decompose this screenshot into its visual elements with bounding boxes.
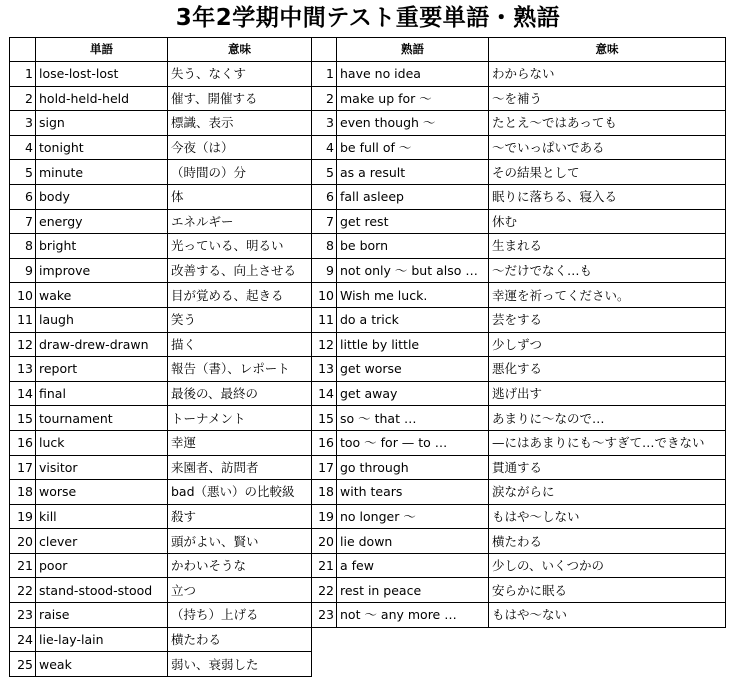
- phrase-meaning-header: 意味: [489, 38, 726, 62]
- vocabulary-row: [10, 111, 312, 136]
- japanese-meaning: 今夜（は）: [168, 135, 312, 160]
- phrase-header: 熟語: [337, 38, 489, 62]
- japanese-meaning: 目が覚める、起きる: [168, 283, 312, 308]
- english-phrase: Wish me luck.: [337, 283, 489, 308]
- english-word: luck: [36, 430, 168, 455]
- row-number: 17: [312, 455, 337, 480]
- row-number: 5: [312, 160, 337, 185]
- english-word: stand-stood-stood: [36, 578, 168, 603]
- vocabulary-row: [10, 86, 312, 111]
- vocabulary-row: [10, 430, 312, 455]
- vocabulary-row: [10, 62, 312, 87]
- japanese-meaning: その結果として: [489, 160, 726, 185]
- row-number: 6: [312, 184, 337, 209]
- phrase-header-row: [312, 38, 726, 62]
- phrase-row: [312, 160, 726, 185]
- row-number: 19: [312, 504, 337, 529]
- phrase-table: [311, 37, 726, 628]
- english-word: body: [36, 184, 168, 209]
- japanese-meaning: もはや～しない: [489, 504, 726, 529]
- japanese-meaning: ～でいっぱいである: [489, 135, 726, 160]
- english-phrase: as a result: [337, 160, 489, 185]
- japanese-meaning: 笑う: [168, 307, 312, 332]
- phrase-row: [312, 307, 726, 332]
- japanese-meaning: 生まれる: [489, 234, 726, 259]
- vocabulary-row: [10, 406, 312, 431]
- japanese-meaning: 体: [168, 184, 312, 209]
- row-number: 23: [312, 603, 337, 628]
- row-number: 3: [312, 111, 337, 136]
- english-word: bright: [36, 234, 168, 259]
- japanese-meaning: 芸をする: [489, 307, 726, 332]
- japanese-meaning: 催す、開催する: [168, 86, 312, 111]
- japanese-meaning: 涙ながらに: [489, 480, 726, 505]
- english-word: poor: [36, 553, 168, 578]
- japanese-meaning: かわいそうな: [168, 553, 312, 578]
- phrase-row: [312, 480, 726, 505]
- english-phrase: get away: [337, 381, 489, 406]
- vocabulary-row: [10, 529, 312, 554]
- row-number: 11: [312, 307, 337, 332]
- phrase-row: [312, 184, 726, 209]
- japanese-meaning: 少しずつ: [489, 332, 726, 357]
- english-phrase: get rest: [337, 209, 489, 234]
- vocabulary-row: [10, 381, 312, 406]
- japanese-meaning: ～を補う: [489, 86, 726, 111]
- vocabulary-row: [10, 332, 312, 357]
- japanese-meaning: 逃げ出す: [489, 381, 726, 406]
- english-word: raise: [36, 603, 168, 628]
- phrase-row: [312, 209, 726, 234]
- english-phrase: be born: [337, 234, 489, 259]
- english-word: clever: [36, 529, 168, 554]
- english-word: kill: [36, 504, 168, 529]
- row-number: 3: [10, 111, 36, 136]
- row-number: 11: [10, 307, 36, 332]
- vocabulary-row: [10, 234, 312, 259]
- english-phrase: with tears: [337, 480, 489, 505]
- english-phrase: get worse: [337, 357, 489, 382]
- japanese-meaning: bad（悪い）の比較級: [168, 480, 312, 505]
- english-word: worse: [36, 480, 168, 505]
- row-number: 16: [312, 430, 337, 455]
- row-number: 1: [312, 62, 337, 87]
- japanese-meaning: あまりに～なので…: [489, 406, 726, 431]
- english-phrase: lie down: [337, 529, 489, 554]
- japanese-meaning: 少しの、いくつかの: [489, 553, 726, 578]
- japanese-meaning: 貫通する: [489, 455, 726, 480]
- japanese-meaning: 報告（書）、レポート: [168, 357, 312, 382]
- vocabulary-row: [10, 184, 312, 209]
- japanese-meaning: （持ち）上げる: [168, 603, 312, 628]
- row-number: 2: [312, 86, 337, 111]
- row-number: 7: [10, 209, 36, 234]
- phrase-row: [312, 578, 726, 603]
- japanese-meaning: 幸運を祈ってください。: [489, 283, 726, 308]
- row-number: 19: [10, 504, 36, 529]
- english-word: improve: [36, 258, 168, 283]
- english-word: wake: [36, 283, 168, 308]
- english-phrase: little by little: [337, 332, 489, 357]
- japanese-meaning: 立つ: [168, 578, 312, 603]
- row-number: 15: [312, 406, 337, 431]
- english-phrase: so ～ that …: [337, 406, 489, 431]
- japanese-meaning: 殺す: [168, 504, 312, 529]
- row-number: 9: [312, 258, 337, 283]
- word-meaning-header: 意味: [168, 38, 312, 62]
- english-phrase: rest in peace: [337, 578, 489, 603]
- phrase-row: [312, 381, 726, 406]
- phrase-row: [312, 553, 726, 578]
- english-word: energy: [36, 209, 168, 234]
- row-number: 24: [10, 627, 36, 652]
- vocabulary-row: [10, 357, 312, 382]
- japanese-meaning: もはや～ない: [489, 603, 726, 628]
- vocabulary-row: [10, 480, 312, 505]
- row-number: 22: [312, 578, 337, 603]
- vocabulary-row: [10, 209, 312, 234]
- row-number: 10: [312, 283, 337, 308]
- vocabulary-row: [10, 578, 312, 603]
- row-number: 14: [10, 381, 36, 406]
- row-number: 8: [312, 234, 337, 259]
- japanese-meaning: ～だけでなく…も: [489, 258, 726, 283]
- vocabulary-row: [10, 652, 312, 677]
- english-phrase: too ～ for — to …: [337, 430, 489, 455]
- japanese-meaning: トーナメント: [168, 406, 312, 431]
- vocabulary-row: [10, 455, 312, 480]
- row-number: 17: [10, 455, 36, 480]
- phrase-row: [312, 603, 726, 628]
- row-number: 23: [10, 603, 36, 628]
- japanese-meaning: 失う、なくす: [168, 62, 312, 87]
- row-number: 21: [312, 553, 337, 578]
- english-word: lie-lay-lain: [36, 627, 168, 652]
- english-phrase: a few: [337, 553, 489, 578]
- japanese-meaning: 悪化する: [489, 357, 726, 382]
- english-phrase: no longer ～: [337, 504, 489, 529]
- vocabulary-row: [10, 258, 312, 283]
- row-number: 5: [10, 160, 36, 185]
- japanese-meaning: たとえ～ではあっても: [489, 111, 726, 136]
- english-phrase: even though ～: [337, 111, 489, 136]
- phrase-row: [312, 504, 726, 529]
- japanese-meaning: 弱い、衰弱した: [168, 652, 312, 677]
- row-number: 14: [312, 381, 337, 406]
- phrase-row: [312, 406, 726, 431]
- japanese-meaning: —にはあまりにも～すぎて…できない: [489, 430, 726, 455]
- english-word: tournament: [36, 406, 168, 431]
- english-word: tonight: [36, 135, 168, 160]
- phrase-row: [312, 283, 726, 308]
- phrase-row: [312, 529, 726, 554]
- english-word: visitor: [36, 455, 168, 480]
- japanese-meaning: 頭がよい、賢い: [168, 529, 312, 554]
- row-number: 12: [312, 332, 337, 357]
- phrase-row: [312, 430, 726, 455]
- row-number: 8: [10, 234, 36, 259]
- english-word: sign: [36, 111, 168, 136]
- english-word: hold-held-held: [36, 86, 168, 111]
- phrase-row: [312, 332, 726, 357]
- japanese-meaning: エネルギー: [168, 209, 312, 234]
- english-phrase: make up for ～: [337, 86, 489, 111]
- japanese-meaning: 改善する、向上させる: [168, 258, 312, 283]
- japanese-meaning: 安らかに眠る: [489, 578, 726, 603]
- row-number: 25: [10, 652, 36, 677]
- japanese-meaning: 来園者、訪問者: [168, 455, 312, 480]
- english-phrase: not only ～ but also …: [337, 258, 489, 283]
- row-number: 20: [10, 529, 36, 554]
- row-number: 1: [10, 62, 36, 87]
- row-number: 18: [10, 480, 36, 505]
- english-word: minute: [36, 160, 168, 185]
- word-header: 単語: [36, 38, 168, 62]
- japanese-meaning: 横たわる: [168, 627, 312, 652]
- row-number: 6: [10, 184, 36, 209]
- row-number: 4: [10, 135, 36, 160]
- vocabulary-row: [10, 283, 312, 308]
- english-phrase: fall asleep: [337, 184, 489, 209]
- phrase-row: [312, 455, 726, 480]
- english-word: report: [36, 357, 168, 382]
- english-word: laugh: [36, 307, 168, 332]
- vocabulary-row: [10, 603, 312, 628]
- row-number: 13: [10, 357, 36, 382]
- page-title: 3年2学期中間テスト重要単語・熟語: [175, 5, 561, 31]
- row-number: 21: [10, 553, 36, 578]
- vocabulary-table: [9, 37, 312, 677]
- japanese-meaning: 休む: [489, 209, 726, 234]
- phrase-row: [312, 234, 726, 259]
- english-word: weak: [36, 652, 168, 677]
- number-header: [10, 38, 36, 62]
- row-number: 20: [312, 529, 337, 554]
- row-number: 22: [10, 578, 36, 603]
- japanese-meaning: 光っている、明るい: [168, 234, 312, 259]
- english-word: draw-drew-drawn: [36, 332, 168, 357]
- phrase-number-header: [312, 38, 337, 62]
- english-word: final: [36, 381, 168, 406]
- phrase-row: [312, 62, 726, 87]
- vocabulary-row: [10, 553, 312, 578]
- row-number: 16: [10, 430, 36, 455]
- phrase-row: [312, 86, 726, 111]
- vocabulary-row: [10, 627, 312, 652]
- row-number: 18: [312, 480, 337, 505]
- japanese-meaning: 最後の、最終の: [168, 381, 312, 406]
- row-number: 10: [10, 283, 36, 308]
- vocabulary-header-row: [10, 38, 312, 62]
- japanese-meaning: （時間の）分: [168, 160, 312, 185]
- row-number: 9: [10, 258, 36, 283]
- japanese-meaning: わからない: [489, 62, 726, 87]
- japanese-meaning: 眠りに落ちる、寝入る: [489, 184, 726, 209]
- phrase-row: [312, 357, 726, 382]
- english-phrase: go through: [337, 455, 489, 480]
- row-number: 15: [10, 406, 36, 431]
- english-phrase: not ～ any more …: [337, 603, 489, 628]
- japanese-meaning: 描く: [168, 332, 312, 357]
- phrase-row: [312, 135, 726, 160]
- japanese-meaning: 横たわる: [489, 529, 726, 554]
- vocabulary-row: [10, 307, 312, 332]
- vocabulary-row: [10, 160, 312, 185]
- english-phrase: do a trick: [337, 307, 489, 332]
- row-number: 12: [10, 332, 36, 357]
- phrase-row: [312, 111, 726, 136]
- english-phrase: be full of ～: [337, 135, 489, 160]
- row-number: 4: [312, 135, 337, 160]
- english-phrase: have no idea: [337, 62, 489, 87]
- english-word: lose-lost-lost: [36, 62, 168, 87]
- row-number: 7: [312, 209, 337, 234]
- row-number: 2: [10, 86, 36, 111]
- row-number: 13: [312, 357, 337, 382]
- phrase-row: [312, 258, 726, 283]
- vocabulary-row: [10, 504, 312, 529]
- japanese-meaning: 標識、表示: [168, 111, 312, 136]
- japanese-meaning: 幸運: [168, 430, 312, 455]
- vocabulary-row: [10, 135, 312, 160]
